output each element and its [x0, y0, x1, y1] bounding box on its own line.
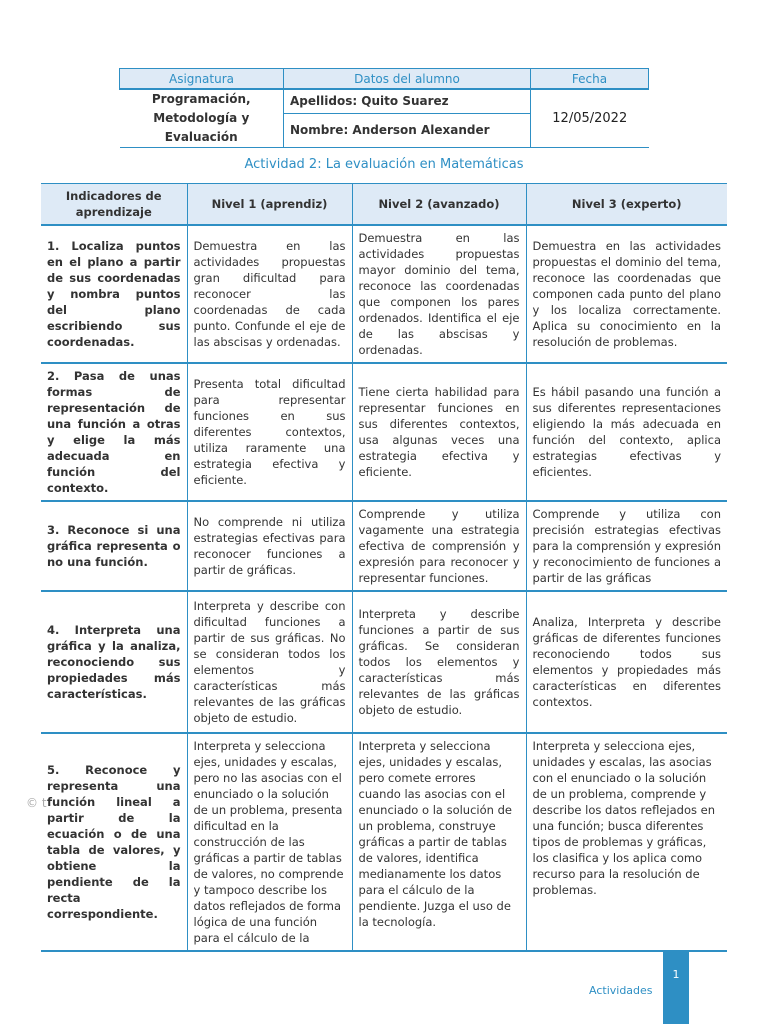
level3-cell: Analiza, Interpreta y describe gráficas de diferentes funciones reconociendo todos sus elementos y propiedades más características en diferentes contextos. — [526, 591, 727, 733]
level1-text: Interpreta y selecciona ejes, unidades y escalas, pero no las asocias con el enunciado o la solución de un problema, presenta dificultad en la construcción de las gráficas a partir de tablas de valores, no comprende y tampoco describe los datos reflejados de forma lógica de una función para el cálculo de la — [193, 739, 344, 945]
name-value: Nombre: Anderson Alexander — [284, 113, 531, 147]
indicator-cell: 2. Pasa de unas formas de representación de una función a otras y elige la más adecuada en función del contexto. — [41, 363, 187, 501]
table-row — [41, 363, 727, 501]
rubric-header-indicator: Indicadores de aprendizaje — [41, 184, 187, 226]
level2-cell: Interpreta y selecciona ejes, unidades y escalas, pero comete errores cuando las asocias con el enunciado o la solución de un problema, construye gráficas a partir de tablas de valores, identifica medianamente los datos para el cálculo de la pendiente. Juzga el uso de la tecnología. — [352, 733, 526, 951]
level3-cell: Interpreta y selecciona ejes, unidades y escalas, las asocias con el enunciado o la solución de un problema, comprende y describe los datos reflejados en una función; busca diferentes tipos de problemas y gráficas, los clasifica y los aplica como recurso para la resolución de problemas. — [526, 733, 727, 951]
level3-cell: Comprende y utiliza con precisión estrategias efectivas para la comprensión y expresión y reconocimiento de funciones a partir de las gráficas — [526, 501, 727, 591]
table-row — [41, 501, 727, 591]
page-number-tab — [663, 952, 689, 1024]
indicator-cell: 1. Localiza puntos en el plano a partir de sus coordenadas y nombra puntos del plano escribiendo sus coordenadas. — [41, 225, 187, 363]
header-col-date: Fecha — [531, 69, 649, 90]
rubric-header-level2: Nivel 2 (avanzado) — [352, 184, 526, 226]
side-mark: © t — [26, 796, 47, 810]
indicator-cell: 5. Reconoce y representa una función lineal a partir de la ecuación o de una tabla de valores, y obtiene la pendiente de la recta correspondiente. — [41, 733, 187, 951]
header-col-student: Datos del alumno — [284, 69, 531, 90]
level3-cell: Es hábil pasando una función a sus diferentes representaciones eligiendo la más adecuada en función del contexto, aplica estrategias efectivas y eficientes. — [526, 363, 727, 501]
page-number: 1 — [672, 968, 680, 981]
indicator-cell: 4. Interpreta una gráfica y la analiza, reconociendo sus propiedades más características. — [41, 591, 187, 733]
rubric-header-row — [41, 184, 727, 226]
level2-cell: Demuestra en las actividades propuestas mayor dominio del tema, reconoce las coordenadas que componen los pares ordenados. Identifica el eje de las abscisas y ordenadas. — [352, 225, 526, 363]
date-value: 12/05/2022 — [531, 89, 649, 148]
rubric-header-level1: Nivel 1 (aprendiz) — [187, 184, 352, 226]
rubric-header-level3: Nivel 3 (experto) — [526, 184, 727, 226]
activity-title: Actividad 2: La evaluación en Matemáticas — [244, 157, 524, 172]
surname-value: Apellidos: Quito Suarez — [284, 89, 531, 113]
level1-cell: Interpreta y describe con dificultad funciones a partir de sus gráficas. No se consideran todos los elementos y características más relevantes de las gráficas objeto de estudio. — [187, 591, 352, 733]
level1-cell: No comprende ni utiliza estrategias efectivas para reconocer funciones a partir de gráficas. — [187, 501, 352, 591]
level3-cell: Demuestra en las actividades propuestas el dominio del tema, reconoce las coordenadas que componen cada punto del plano y los localiza correctamente. Aplica su conocimiento en la resolución de problemas. — [526, 225, 727, 363]
table-row — [41, 225, 727, 363]
table-row — [41, 733, 727, 951]
level2-cell: Interpreta y describe funciones a partir de sus gráficas. Se consideran todos los elementos y características más relevantes de las gráficas objeto de estudio. — [352, 591, 526, 733]
subject-value: Programación, Metodología y Evaluación — [120, 89, 284, 148]
level1-cell — [187, 733, 352, 951]
level1-cell: Presenta total dificultad para representar funciones en sus diferentes contextos, utiliza raramente una estrategia efectiva y eficiente. — [187, 363, 352, 501]
level2-cell: Tiene cierta habilidad para representar funciones en sus diferentes contextos, usa algunas veces una estrategia efectiva y eficiente. — [352, 363, 526, 501]
rubric-table — [41, 183, 727, 952]
indicator-cell: 3. Reconoce si una gráfica representa o no una función. — [41, 501, 187, 591]
footer-label: Actividades — [589, 984, 653, 997]
level2-cell: Comprende y utiliza vagamente una estrategia efectiva de comprensión y expresión para reconocer y representar funciones. — [352, 501, 526, 591]
level1-cell: Demuestra en las actividades propuestas gran dificultad para reconocer las coordenadas de cada punto. Confunde el eje de las abscisas y ordenadas. — [187, 225, 352, 363]
table-row — [41, 591, 727, 733]
header-col-subject: Asignatura — [120, 69, 284, 90]
header-table — [119, 68, 649, 148]
